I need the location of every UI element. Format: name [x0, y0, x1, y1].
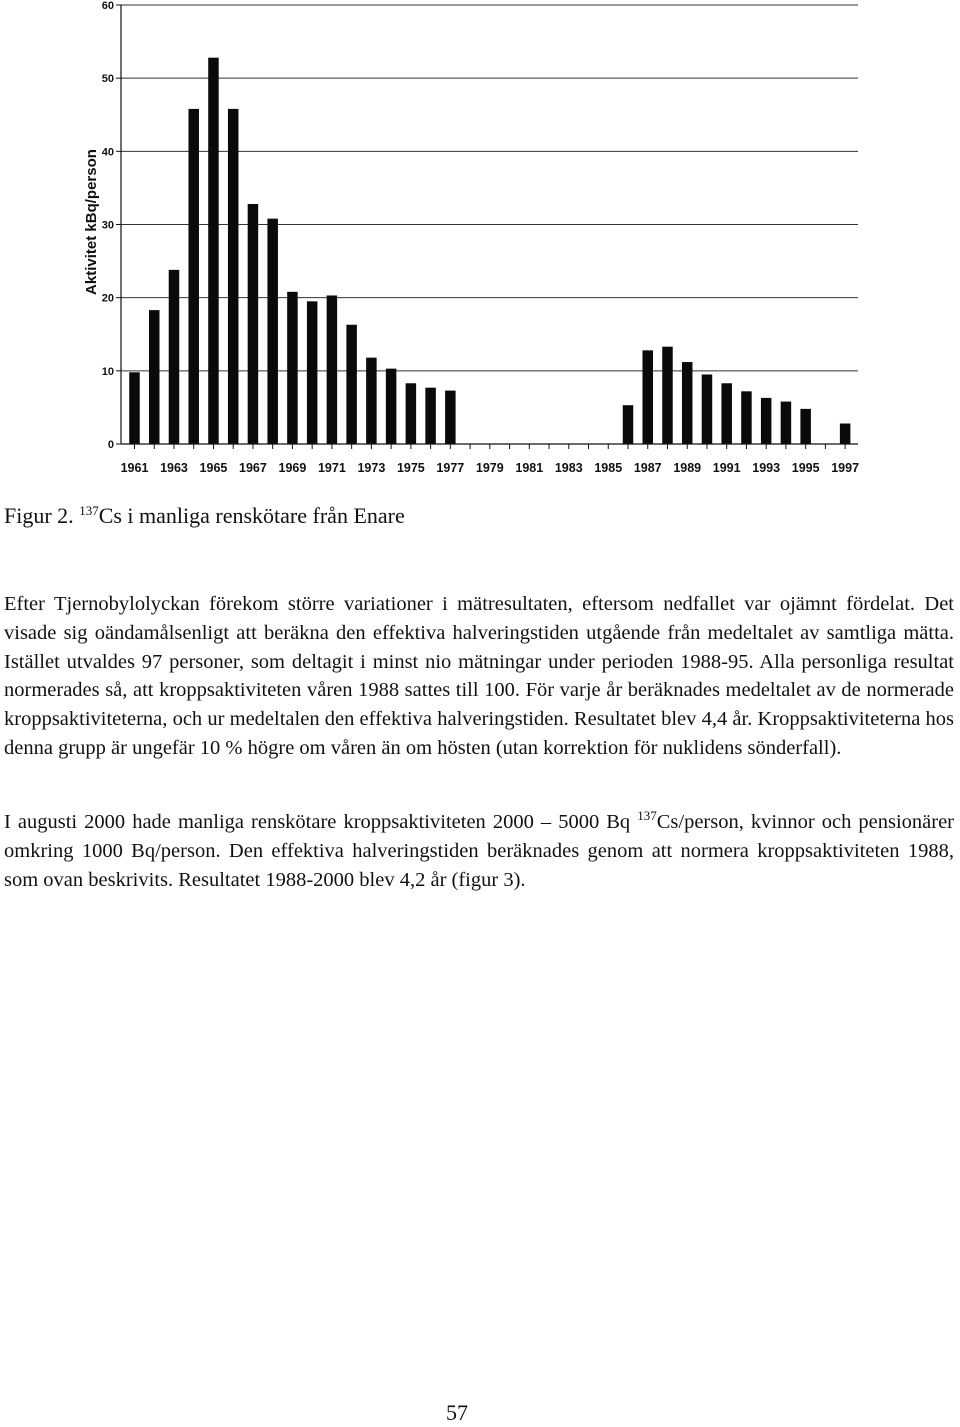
x-tick-label: 1961	[120, 461, 149, 475]
x-tick-label: 1975	[396, 461, 425, 475]
x-tick-label: 1987	[633, 461, 662, 475]
bar-chart	[0, 0, 960, 490]
bar-1976	[425, 388, 436, 444]
bar-1971	[327, 295, 338, 444]
y-tick-label: 40	[101, 146, 114, 159]
x-tick-label: 1967	[239, 461, 267, 475]
bar-1962	[149, 310, 160, 444]
caption-text: Cs i manliga renskötare från Enare	[98, 503, 405, 528]
x-tick-label: 1979	[475, 461, 504, 475]
bar-1963	[169, 270, 180, 444]
bar-1993	[761, 398, 772, 444]
bar-1961	[129, 372, 140, 444]
x-tick-label: 1993	[752, 461, 781, 475]
x-tick-label: 1981	[515, 461, 544, 475]
isotope-mass-number-2: 137	[637, 808, 657, 823]
bar-1975	[406, 383, 417, 444]
bar-1994	[781, 402, 792, 444]
bar-1967	[248, 204, 259, 444]
x-tick-label: 1965	[199, 461, 228, 475]
y-tick-label: 10	[101, 365, 114, 378]
x-tick-label: 1973	[357, 461, 386, 475]
bar-1991	[721, 383, 732, 444]
bar-1992	[741, 391, 752, 444]
x-tick-labels	[121, 461, 859, 475]
y-tick-label: 20	[101, 292, 114, 305]
bar-1997	[840, 424, 851, 444]
figure-caption	[4, 503, 954, 529]
bar-1977	[445, 391, 456, 444]
bar-1964	[188, 109, 199, 444]
bar-1989	[682, 362, 693, 444]
x-tick-label: 1991	[712, 461, 741, 475]
chart-axes	[116, 5, 858, 449]
y-tick-label: 50	[101, 73, 114, 86]
y-tick-label: 30	[101, 219, 114, 232]
page-number: 57	[446, 1400, 468, 1425]
bar-1995	[800, 409, 811, 444]
y-tick-label: 60	[101, 0, 114, 12]
x-tick-label: 1989	[673, 461, 702, 475]
bar-1968	[267, 219, 278, 444]
isotope-mass-number: 137	[79, 503, 99, 518]
x-tick-label: 1977	[436, 461, 465, 475]
x-tick-label: 1985	[594, 461, 623, 475]
x-tick-label: 1971	[317, 461, 346, 475]
x-tick-label: 1995	[791, 461, 820, 475]
y-tick-labels	[102, 0, 114, 451]
paragraph-2	[4, 808, 954, 894]
y-tick-label: 0	[107, 439, 114, 451]
x-tick-label: 1983	[554, 461, 583, 475]
y-axis-label: Aktivitet kBq/person	[83, 149, 100, 295]
bar-1990	[702, 374, 713, 444]
bar-1965	[208, 58, 219, 444]
paragraph-2-part-1: I augusti 2000 hade manliga renskötare kroppsaktiviteten 2000 – 5000 Bq	[4, 811, 631, 833]
x-tick-label: 1963	[160, 461, 188, 475]
bar-1988	[662, 347, 673, 444]
bar-1972	[346, 325, 357, 444]
figure-number: Figur 2.	[4, 503, 74, 528]
bar-1986	[623, 405, 634, 444]
bar-1970	[307, 301, 318, 444]
bar-1966	[228, 109, 239, 444]
bar-1973	[366, 358, 377, 444]
paragraph-1: Efter Tjernobylolyckan förekom större variationer i mätresultaten, eftersom nedfallet var ojämnt fördelat. Det visade sig oändamålsenligt att beräkna den effektiva halveringstiden utgående från medeltalet av samtliga mätta. Istället utvaldes 97 personer, som deltagit i minst nio mätningar under perioden 1988-95. Alla personliga resultat normerades så, att kroppsaktiviteten våren 1988 sattes till 100. För varje år beräknades medeltalet av de normerade kroppsaktiviteterna, och ur medeltalen den effektiva halveringstiden. Resultatet blev 4,4 år. Kroppsaktiviteterna hos denna grupp är ungefär 10 % högre om våren än om hösten (utan korrektion för nuklidens sönderfall).	[4, 593, 954, 759]
x-tick-label: 1969	[278, 461, 307, 475]
bar-1969	[287, 292, 298, 444]
chart-bars	[129, 58, 850, 444]
x-tick-label: 1997	[831, 461, 860, 475]
paragraph-2-part-2: Cs/person, kvinnor och pensionärer omkring 1000 Bq/person. Den effektiva halveringstiden beräknades genom att normera kroppsaktiviteten 1988, som ovan beskrivits. Resultatet 1988-2000 blev 4,2 år (figur 3).	[4, 811, 955, 891]
bar-1974	[386, 369, 397, 444]
bar-1987	[642, 350, 653, 444]
